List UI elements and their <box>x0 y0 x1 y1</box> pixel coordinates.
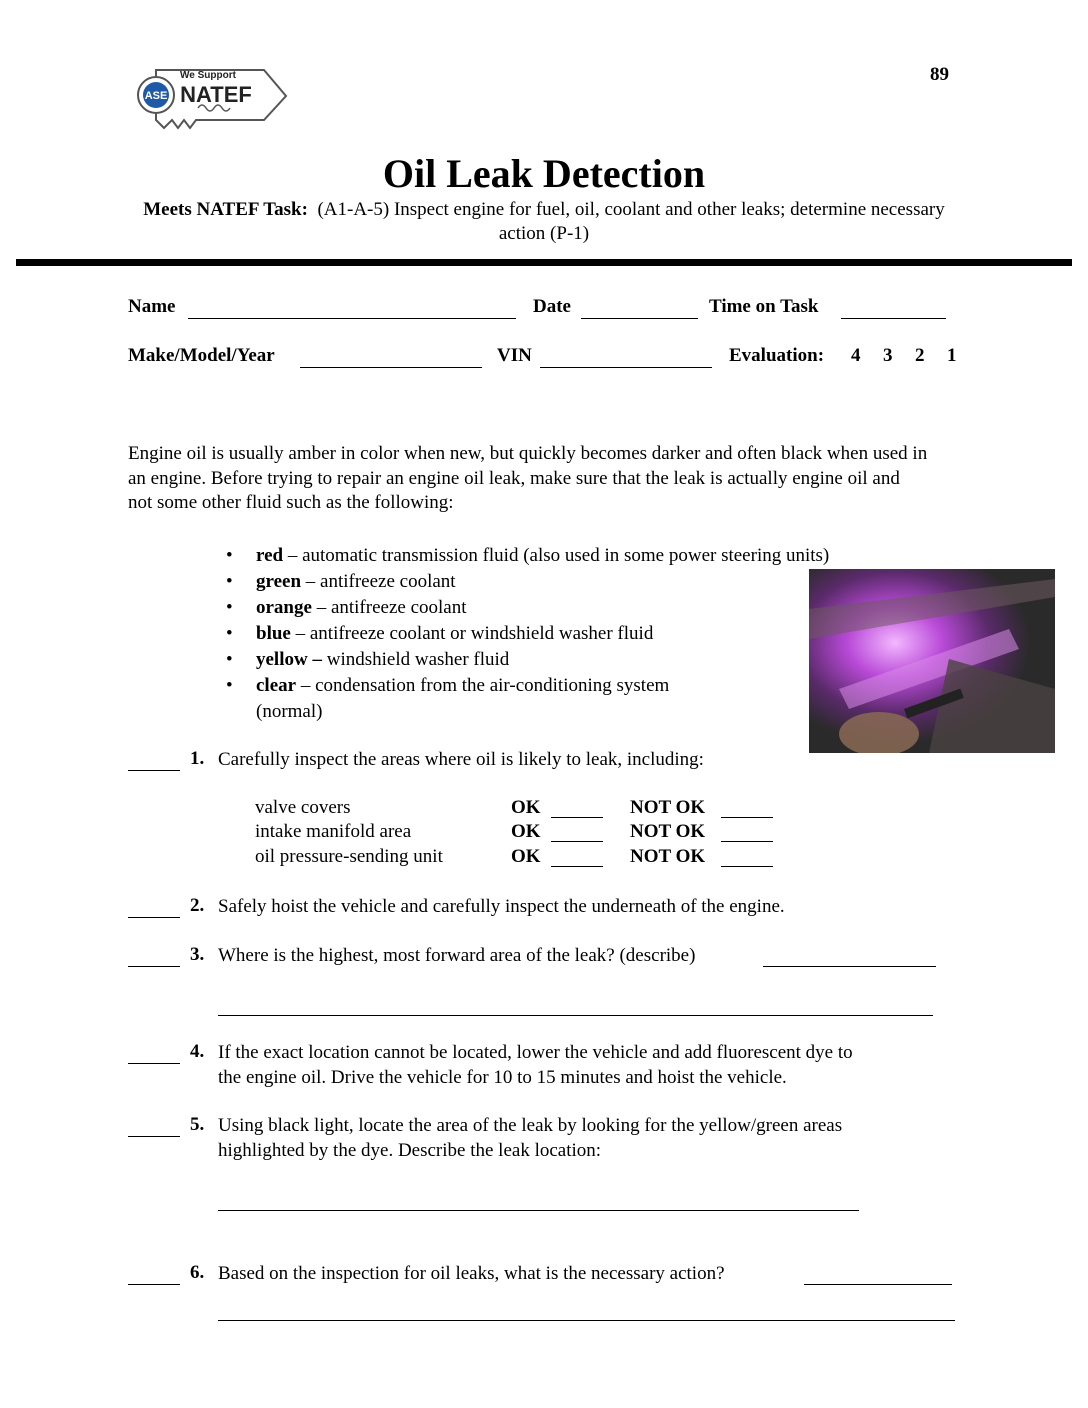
vin-label: VIN <box>497 345 532 366</box>
intro-paragraph: Engine oil is usually amber in color when new, but quickly becomes darker and often black when used in an engine. Before trying to repair an engine oil leak, make sure that the leak is actually engine oil and not some other fluid such as the following: <box>128 443 928 513</box>
task-label: Meets NATEF Task: <box>143 199 308 220</box>
make-model-year-label: Make/Model/Year <box>128 345 275 366</box>
fluid-color: blue <box>256 623 291 644</box>
fluid-desc: – antifreeze coolant <box>311 597 467 618</box>
vin-field[interactable] <box>540 347 712 368</box>
bullet-icon: • <box>226 597 233 618</box>
step-6-text: Based on the inspection for oil leaks, what is the necessary action? <box>218 1263 725 1284</box>
name-label: Name <box>128 296 176 317</box>
step-3-number: 3. <box>190 944 205 965</box>
check-item-label: valve covers <box>255 797 351 818</box>
make-model-year-field[interactable] <box>300 347 482 368</box>
step-2-check-field[interactable] <box>128 897 180 918</box>
fluid-desc: windshield washer fluid <box>321 649 510 670</box>
time-on-task-label: Time on Task <box>709 296 819 317</box>
bullet-icon: • <box>226 571 233 592</box>
black-light-photo <box>809 569 1055 753</box>
header-rule <box>16 259 1072 266</box>
step-4-check-field[interactable] <box>128 1043 180 1064</box>
step-4-text-line2: the engine oil. Drive the vehicle for 10 to 15 minutes and hoist the vehicle. <box>218 1067 787 1088</box>
step-3-check-field[interactable] <box>128 946 180 967</box>
step-3-answer-line[interactable] <box>218 1014 933 1016</box>
step-1-number: 1. <box>190 748 205 769</box>
bullet-icon: • <box>226 675 233 696</box>
oil-pressure-ok-field[interactable] <box>551 848 603 867</box>
step-5-check-field[interactable] <box>128 1116 180 1137</box>
step-5-answer-line[interactable] <box>218 1209 859 1211</box>
list-item <box>226 543 926 569</box>
date-field[interactable] <box>581 298 698 319</box>
fluid-color: red <box>256 545 284 566</box>
step-3-text: Where is the highest, most forward area of the leak? (describe) <box>218 945 696 966</box>
fluid-color: yellow – <box>256 649 322 670</box>
logo-line2: NATEF <box>180 82 252 107</box>
bullet-icon: • <box>226 623 233 644</box>
ase-badge-text: ASE <box>144 90 168 102</box>
fluid-desc: – antifreeze coolant or windshield washer fluid <box>290 623 654 644</box>
natef-logo <box>136 62 296 140</box>
ok-label: OK <box>511 846 541 867</box>
evaluation-score-2[interactable]: 2 <box>915 345 925 366</box>
not-ok-label: NOT OK <box>630 797 706 818</box>
fluid-color: green <box>256 571 302 592</box>
fluid-continuation: (normal) <box>256 701 323 722</box>
evaluation-score-4[interactable]: 4 <box>851 345 861 366</box>
step-6-answer-field[interactable] <box>804 1264 952 1285</box>
valve-covers-not-ok-field[interactable] <box>721 799 773 818</box>
page-title: Oil Leak Detection <box>382 151 706 196</box>
time-on-task-field[interactable] <box>841 298 946 319</box>
step-5-number: 5. <box>190 1114 205 1135</box>
step-1-check-field[interactable] <box>128 750 180 771</box>
ok-label: OK <box>511 797 541 818</box>
oil-pressure-not-ok-field[interactable] <box>721 848 773 867</box>
step-2-text: Safely hoist the vehicle and carefully inspect the underneath of the engine. <box>218 896 785 917</box>
evaluation-score-1[interactable]: 1 <box>947 345 957 366</box>
date-label: Date <box>533 296 571 317</box>
bullet-icon: • <box>226 649 233 670</box>
step-1-text: Carefully inspect the areas where oil is likely to leak, including: <box>218 749 704 770</box>
natef-task <box>120 198 968 246</box>
step-6-number: 6. <box>190 1262 205 1283</box>
task-text: (A1-A-5) Inspect engine for fuel, oil, coolant and other leaks; determine necessary action (P-1) <box>317 199 945 244</box>
logo-line1: We Support <box>180 70 236 81</box>
fluid-color: clear <box>256 675 297 696</box>
check-item-label: oil pressure-sending unit <box>255 846 443 867</box>
fluid-color: orange <box>256 597 312 618</box>
step-3-answer-field[interactable] <box>763 946 936 967</box>
step-5-text-line1: Using black light, locate the area of the leak by looking for the yellow/green areas <box>218 1115 843 1136</box>
evaluation-label: Evaluation: <box>729 345 825 366</box>
check-item-label: intake manifold area <box>255 821 412 842</box>
intake-manifold-ok-field[interactable] <box>551 823 603 842</box>
step-5-text-line2: highlighted by the dye. Describe the leak location: <box>218 1140 602 1161</box>
step-6-answer-line[interactable] <box>218 1319 955 1321</box>
step-4-number: 4. <box>190 1041 205 1062</box>
step-4-text-line1: If the exact location cannot be located, lower the vehicle and add fluorescent dye to <box>218 1042 853 1063</box>
not-ok-label: NOT OK <box>630 821 706 842</box>
step-6-check-field[interactable] <box>128 1264 180 1285</box>
valve-covers-ok-field[interactable] <box>551 799 603 818</box>
fluid-desc: – antifreeze coolant <box>301 571 456 592</box>
step-2-number: 2. <box>190 895 205 916</box>
fluid-desc: – condensation from the air-conditioning system <box>296 675 670 696</box>
fluid-desc: – automatic transmission fluid (also used in some power steering units) <box>283 545 830 566</box>
page-number: 89 <box>930 64 949 85</box>
bullet-icon: • <box>226 545 233 566</box>
intake-manifold-not-ok-field[interactable] <box>721 823 773 842</box>
evaluation-score-3[interactable]: 3 <box>883 345 893 366</box>
not-ok-label: NOT OK <box>630 846 706 867</box>
name-field[interactable] <box>188 298 516 319</box>
ok-label: OK <box>511 821 541 842</box>
